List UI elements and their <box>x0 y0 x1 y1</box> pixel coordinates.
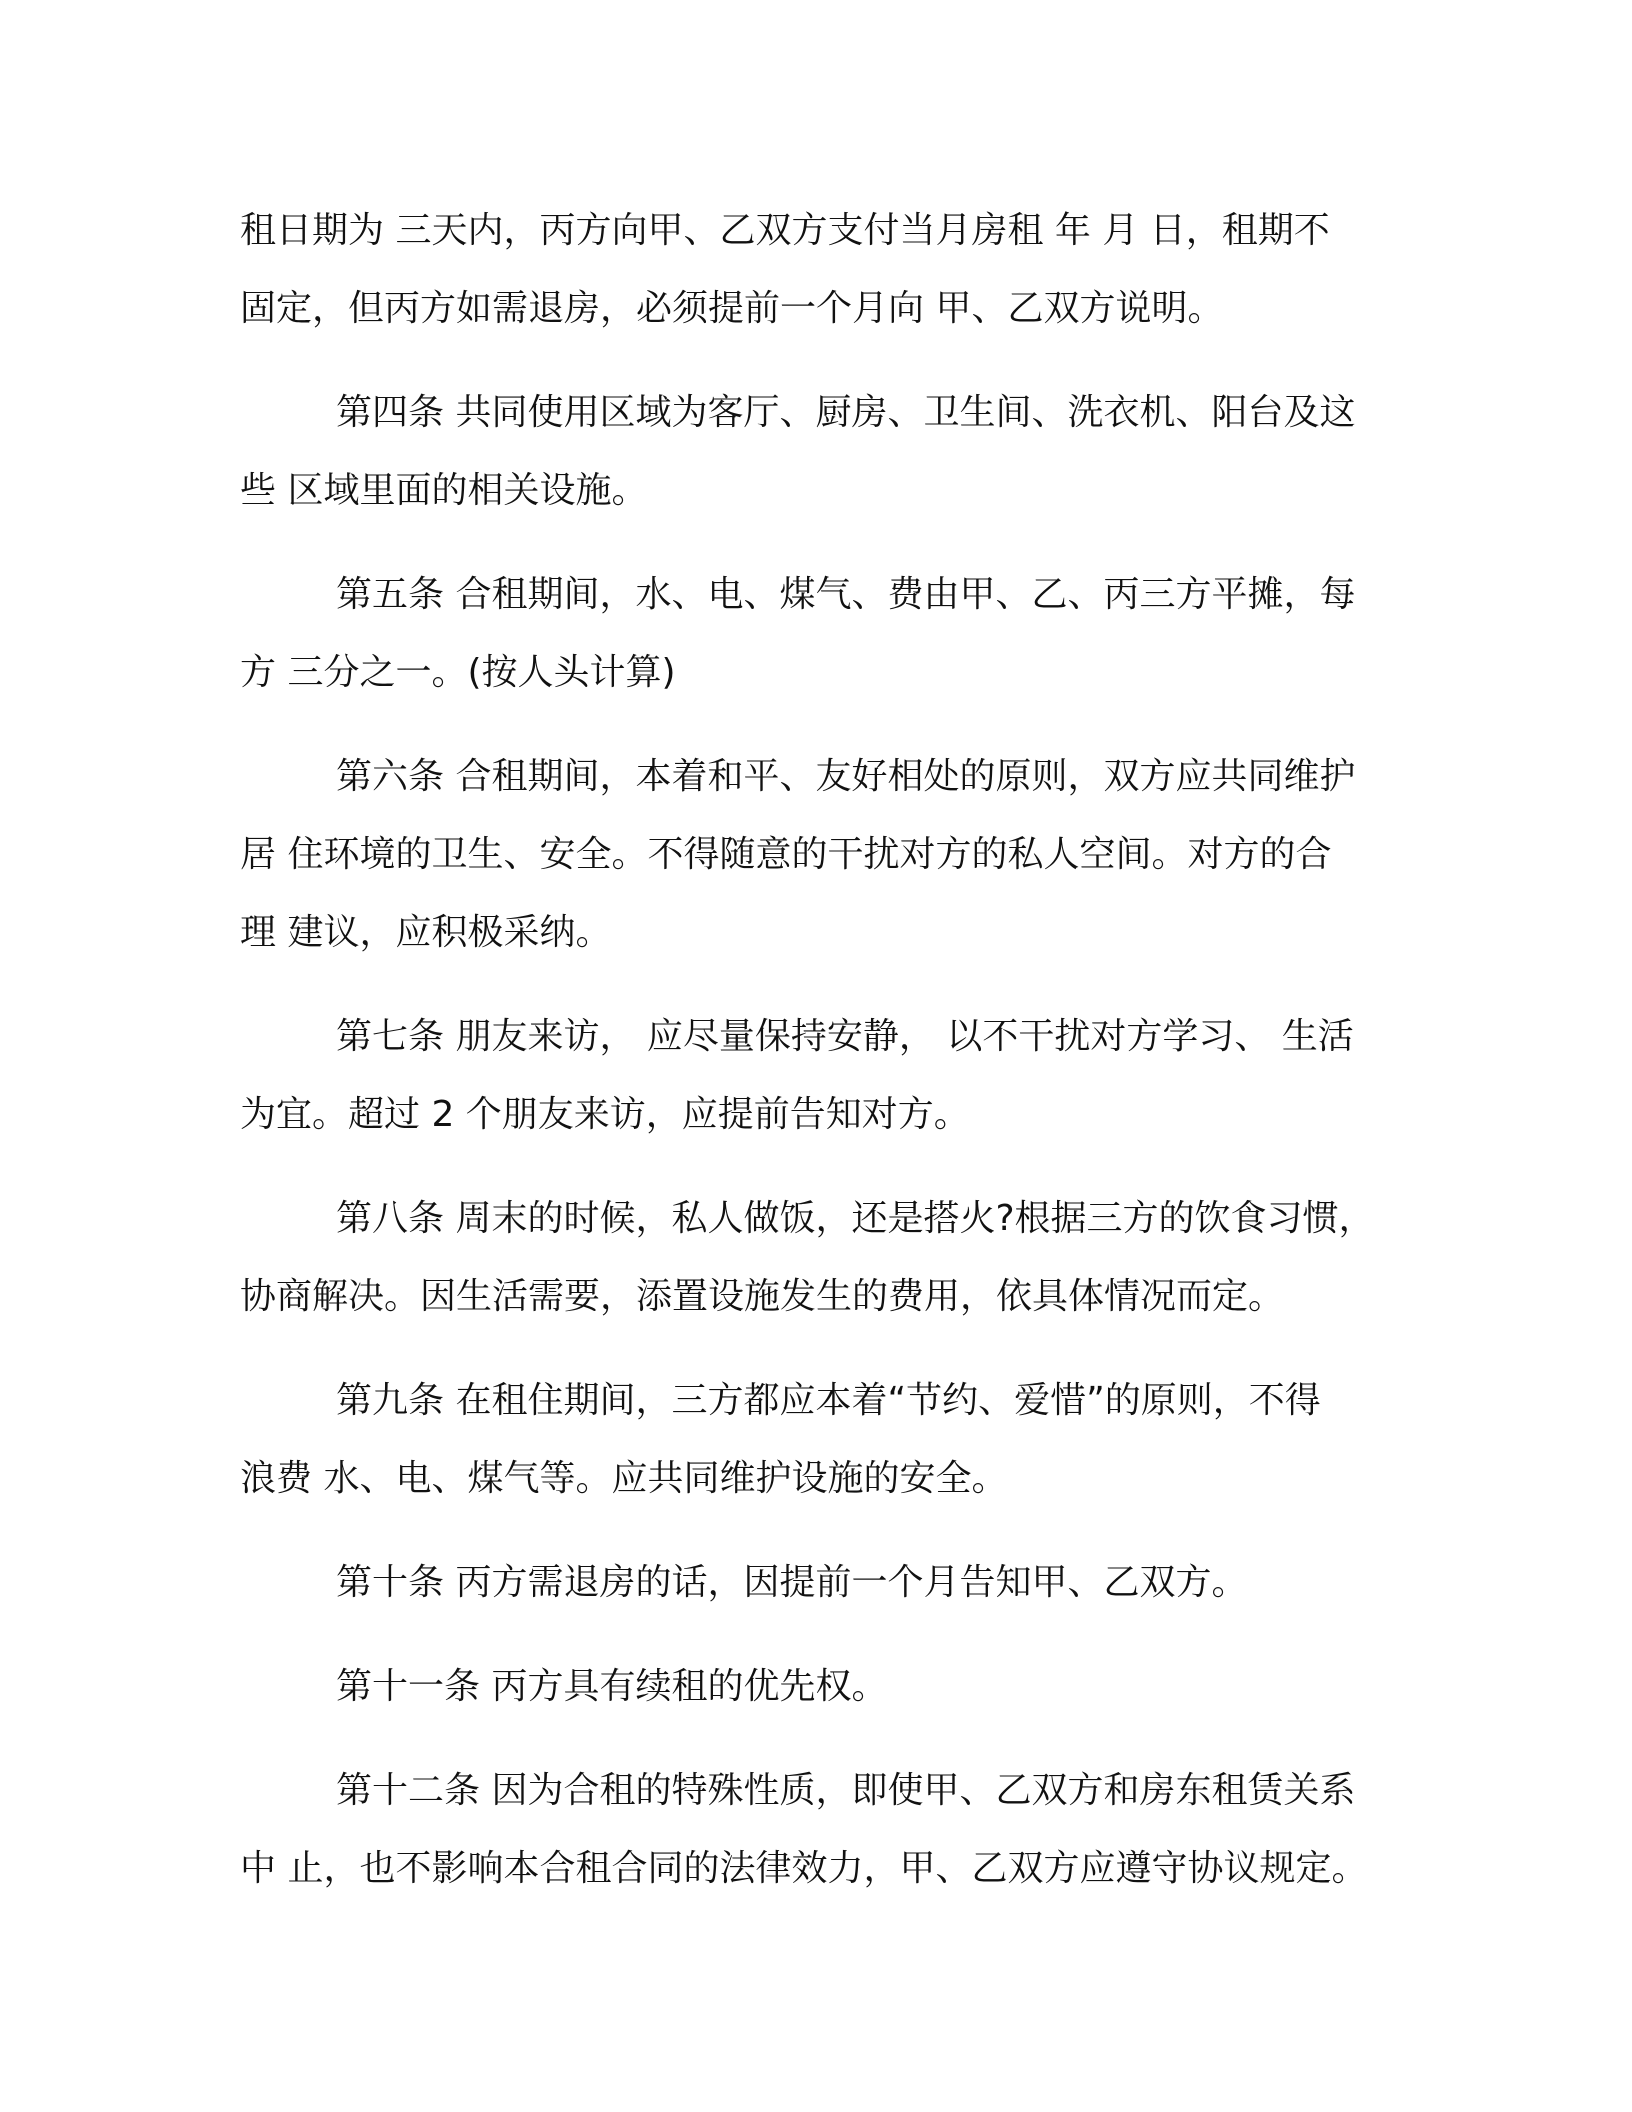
text-line: 中 止，也不影响本合租合同的法律效力，甲、乙双方应遵守协议规定。 <box>240 1848 1368 1889</box>
text-line: 第五条 合租期间，水、电、煤气、费由甲、乙、丙三方平摊，每 <box>336 574 1356 615</box>
text-line: 第十条 丙方需退房的话，因提前一个月告知甲、乙双方。 <box>336 1562 1248 1603</box>
text-line: 理 建议，应积极采纳。 <box>240 912 612 953</box>
text-line: 浪费 水、电、煤气等。应共同维护设施的安全。 <box>240 1458 1008 1499</box>
text-line: 第四条 共同使用区域为客厅、厨房、卫生间、洗衣机、阳台及这 <box>336 392 1356 433</box>
paragraph-article-9 <box>240 1362 1390 1518</box>
paragraph-article-8 <box>240 1180 1390 1336</box>
text-line: 第十二条 因为合租的特殊性质，即使甲、乙双方和房东租赁关系 <box>336 1770 1356 1811</box>
document-body <box>240 192 1390 1934</box>
text-line: 居 住环境的卫生、安全。不得随意的干扰对方的私人空间。对方的合 <box>240 834 1332 875</box>
text-line: 第八条 周末的时候，私人做饭，还是搭火?根据三方的饮食习惯， <box>336 1198 1375 1239</box>
paragraph-article-12 <box>240 1752 1390 1908</box>
text-line: 租日期为 三天内，丙方向甲、乙双方支付当月房租 年 月 日，租期不 <box>240 210 1330 251</box>
paragraph-article-10 <box>240 1544 1390 1622</box>
text-line: 第十一条 丙方具有续租的优先权。 <box>336 1666 888 1707</box>
text-line: 第六条 合租期间，本着和平、友好相处的原则，双方应共同维护 <box>336 756 1356 797</box>
paragraph-article-4 <box>240 374 1390 530</box>
paragraph-article-7 <box>240 998 1390 1154</box>
text-line: 固定，但丙方如需退房，必须提前一个月向 甲、乙双方说明。 <box>240 288 1224 329</box>
text-line: 第七条 朋友来访， 应尽量保持安静， 以不干扰对方学习、 生活 <box>336 1016 1354 1057</box>
paragraph-article-6 <box>240 738 1390 972</box>
text-line: 为宜。超过 2 个朋友来访，应提前告知对方。 <box>240 1094 970 1135</box>
text-line: 方 三分之一。(按人头计算) <box>240 652 676 693</box>
paragraph-article-11 <box>240 1648 1390 1726</box>
text-line: 些 区域里面的相关设施。 <box>240 470 648 511</box>
paragraph-rent-payment <box>240 192 1390 348</box>
text-line: 协商解决。因生活需要，添置设施发生的费用，依具体情况而定。 <box>240 1276 1285 1317</box>
paragraph-article-5 <box>240 556 1390 712</box>
text-line: 第九条 在租住期间，三方都应本着“节约、爱惜”的原则，不得 <box>336 1380 1321 1421</box>
